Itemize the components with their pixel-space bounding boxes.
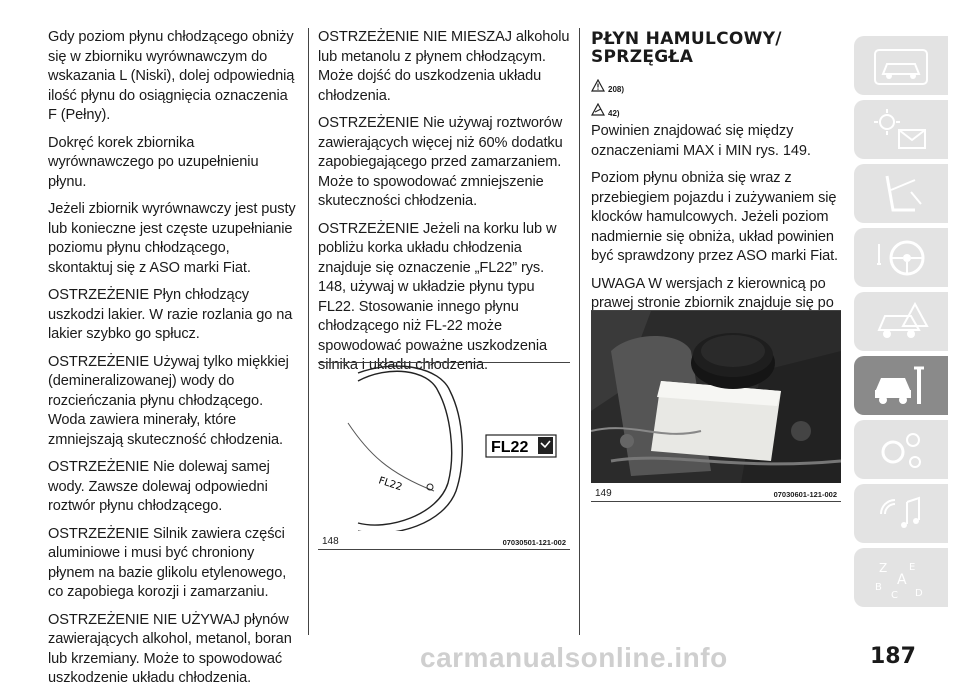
warning-paragraph: OSTRZEŻENIE Płyn chłodzący uszkodzi lakier. W razie rozlania go na lakier szybko go spłucz. [48,287,293,342]
figure-number: 149 [595,488,612,499]
column-divider [308,28,309,635]
warning-paragraph: OSTRZEŻENIE Używaj tylko miękkiej (demineralizowanej) wody do rozcieńczania płynu chłodzącego. Woda zawiera minerały, które zmniejszają skuteczność chłodzenia. [48,353,289,448]
car-maintenance-icon [871,362,931,410]
column-divider [579,28,580,635]
sidebar-tab-warning-lights[interactable] [854,100,948,159]
column-1 [48,28,298,697]
gear-settings-icon [871,426,931,474]
page-number: 187 [870,644,916,669]
note-reference [591,98,841,116]
warning-paragraph: OSTRZEŻENIE Jeżeli na korku lub w pobliżu korka układu chłodzenia znajduje się oznaczenie „FL22” rys. 148, używaj w układzie płynu typu FL22. Stosowanie innego płynu chłodzącego niż FL-22 może spowodować poważne uszkodzenia silnika i układu chłodzenia. [318,220,557,373]
svg-text:D: D [915,587,923,599]
warning-lights-icon [871,106,931,154]
paragraph: Poziom płynu obniża się wraz z przebiegiem pojazdu i zużywaniem się klocków hamulcowych. Jeżeli poziom nadmiernie się obniża, układ powinien być sprawdzony przez ASO marki Fiat. [591,170,839,264]
svg-text:E: E [909,561,916,573]
alphabet-index-icon [871,554,931,602]
sidebar-tab-emergency[interactable] [854,292,948,351]
svg-text:B: B [875,581,882,593]
figure-code: 07030501-121-002 [502,538,566,547]
sidebar-tab-maintenance[interactable] [854,356,948,415]
figure-number: 148 [322,536,339,547]
figure-caption [322,533,566,547]
sidebar-tab-driving[interactable] [854,228,948,287]
paragraph: Jeżeli zbiornik wyrównawczy jest pusty lub konieczne jest częste uzupełnianie poziomu płynu chłodzącego, skontaktuj się z ASO marki Fiat. [48,201,296,276]
svg-text:C: C [891,589,898,601]
figure-caption [595,485,837,499]
coolant-cap-illustration [318,363,570,531]
multimedia-icon [871,490,931,538]
paragraph: UWAGA W wersjach z kierownicą po prawej stronie zbiornik znajduje się po [591,275,834,311]
paragraph: Powinien znajdować się między oznaczeniami MAX i MIN rys. 149. [591,123,811,159]
figure-149 [591,310,841,502]
note-triangle-icon [591,103,605,116]
figure-148 [318,362,570,550]
reference-number: 42) [608,109,620,118]
section-title: PŁYN HAMULCOWY/ SPRZĘGŁA [591,29,782,67]
chapter-sidebar [854,36,948,612]
fl22-label: FL22 [491,439,529,456]
sidebar-tab-technical-data[interactable] [854,420,948,479]
warning-reference [591,74,841,92]
warning-paragraph: OSTRZEŻENIE Silnik zawiera części aluminiowe i musi być chroniony płynem na bazie glikolu etylenowego, co zapobiega korozji i zamarzaniu. [48,525,287,600]
warning-triangle-icon [591,79,605,92]
svg-text:Z: Z [879,560,888,575]
car-breakdown-icon [871,298,931,346]
brake-fluid-reservoir-photo [591,311,841,483]
sidebar-tab-dashboard[interactable] [854,36,948,95]
warning-paragraph: OSTRZEŻENIE Nie dolewaj samej wody. Zawsze dolewaj odpowiedni roztwór płynu chłodzącego. [48,459,270,514]
column-2 [318,28,570,384]
figure-code: 07030601-121-002 [773,490,837,499]
paragraph: Dokręć korek zbiornika wyrównawczego po uzupełnieniu płynu. [48,134,259,190]
watermark: carmanualsonline.info [420,642,728,673]
steering-wheel-icon [871,234,931,282]
coolant-cap-drawing [318,363,570,531]
warning-paragraph: OSTRZEŻENIE NIE MIESZAJ alkoholu lub metanolu z płynem chłodzącym. Może dojść do uszkodzenia układu chłodzenia. [318,29,570,104]
seat-safety-icon [871,170,931,218]
svg-text:A: A [897,571,907,588]
sidebar-tab-multimedia[interactable] [854,484,948,543]
column-3 [591,28,841,341]
engine-bay-photo [591,311,841,483]
warning-paragraph: OSTRZEŻENIE NIE UŻYWAJ płynów zawierających alkohol, metanol, boran lub krzemiany. Może to spowodować uszkodzenie układu chłodzenia. [48,611,292,686]
sidebar-tab-safety[interactable] [854,164,948,223]
reference-number: 208) [608,85,625,94]
sidebar-tab-index[interactable] [854,548,948,607]
ring-text: FL22 [377,475,404,494]
warning-paragraph: OSTRZEŻENIE Nie używaj roztworów zawierających więcej niż 60% dodatku zapobiegającego przed zamarzaniem. Może to spowodować zmniejszenie skuteczności chłodzenia. [318,115,563,209]
paragraph: Gdy poziom płynu chłodzącego obniży się w zbiorniku wyrównawczym do wskazania L (Niski), dolej odpowiednią ilość płynu do osiągnięcia oznaczenia F (Pełny). [48,29,295,123]
car-dashboard-icon [871,42,931,90]
